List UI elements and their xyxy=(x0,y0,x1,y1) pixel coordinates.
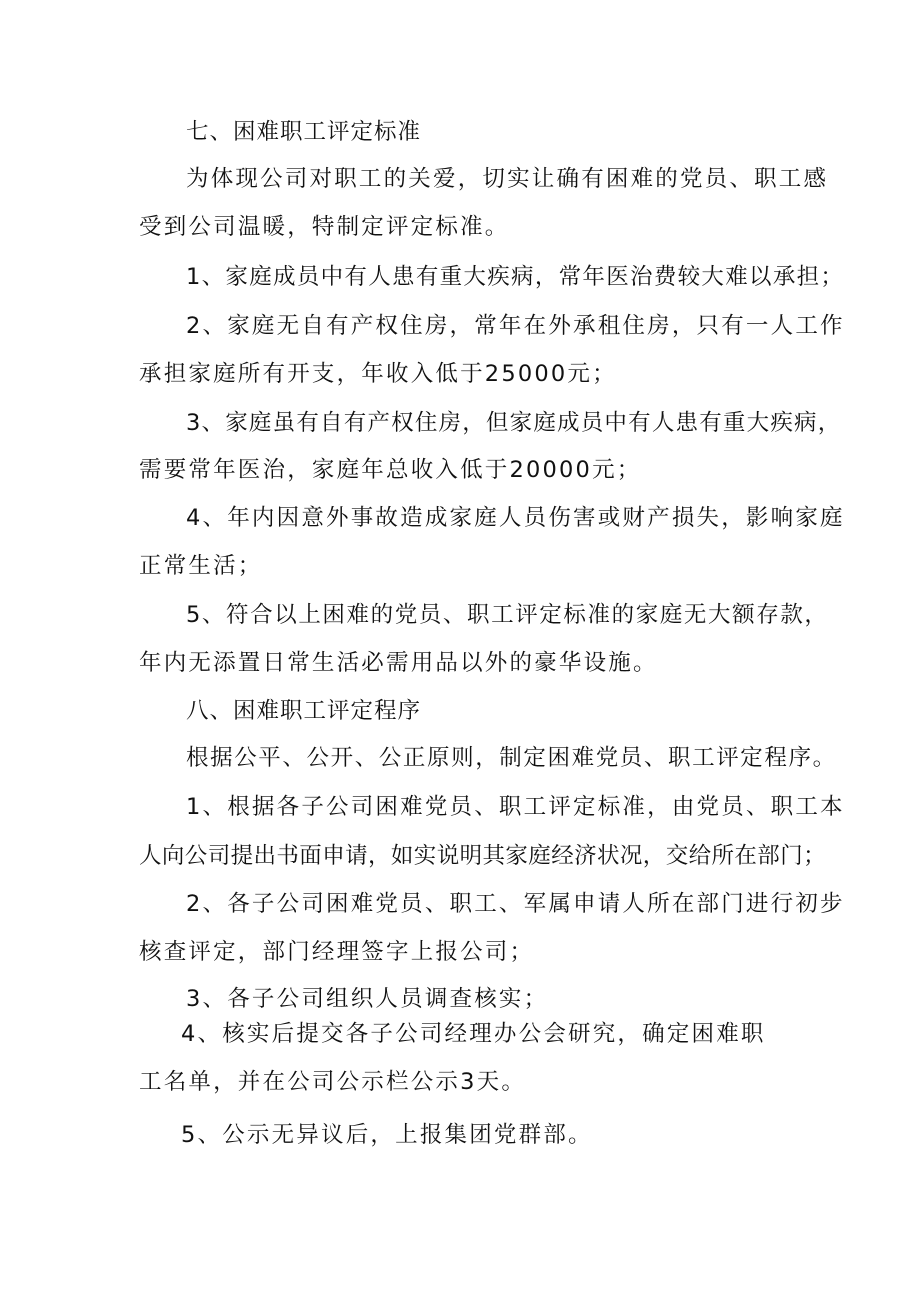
section-8-intro: 根据公平、公开、公正原则，制定困难党员、职工评定程序。 xyxy=(186,745,837,771)
section-7-intro-line-1: 为体现公司对职工的关爱，切实让确有困难的党员、职工感 xyxy=(186,166,829,192)
section-7-item-5-line-2: 年内无添置日常生活必需用品以外的豪华设施。 xyxy=(139,650,658,676)
section-7-heading: 七、困难职工评定标准 xyxy=(186,119,422,145)
section-8-item-2-line-2: 核查评定，部门经理签字上报公司； xyxy=(139,939,535,965)
section-8-item-2-line-1: 2、各子公司困难党员、职工、军属申请人所在部门进行初步 xyxy=(186,891,845,917)
section-8-item-1-line-1: 1、根据各子公司困难党员、职工评定标准，由党员、职工本 xyxy=(186,794,845,820)
section-7-item-1: 1、家庭成员中有人患有重大疾病，常年医治费较大难以承担； xyxy=(186,264,845,290)
section-7-item-2-line-2: 承担家庭所有开支，年收入低于25000元； xyxy=(139,361,617,387)
section-7-item-3-line-1: 3、家庭虽有自有产权住房，但家庭成员中有人患有重大疾病， xyxy=(186,410,842,436)
section-7-item-5-line-1: 5、符合以上困难的党员、职工评定标准的家庭无大额存款， xyxy=(186,602,829,628)
section-7-item-4-line-2: 正常生活； xyxy=(139,553,263,579)
section-7-item-3-line-2: 需要常年医治，家庭年总收入低于20000元； xyxy=(139,457,642,483)
section-8-item-4-line-1: 4、核实后提交各子公司经理办公会研究，确定困难职 xyxy=(181,1021,766,1047)
section-8-heading: 八、困难职工评定程序 xyxy=(186,698,422,724)
section-8-item-4-line-2: 工名单，并在公司公示栏公示3天。 xyxy=(139,1069,527,1095)
section-7-intro-line-2: 受到公司温暖，特制定评定标准。 xyxy=(139,214,510,240)
section-8-item-1-line-2: 人向公司提出书面申请，如实说明其家庭经济状况，交给所在部门； xyxy=(139,843,827,869)
section-8-item-5: 5、公示无异议后，上报集团党群部。 xyxy=(181,1122,593,1148)
section-7-item-4-line-1: 4、年内因意外事故造成家庭人员伤害或财产损失，影响家庭 xyxy=(186,505,845,531)
section-8-item-3: 3、各子公司组织人员调查核实； xyxy=(186,986,549,1012)
section-7-item-2-line-1: 2、家庭无自有产权住房，常年在外承租住房，只有一人工作 xyxy=(186,313,845,339)
